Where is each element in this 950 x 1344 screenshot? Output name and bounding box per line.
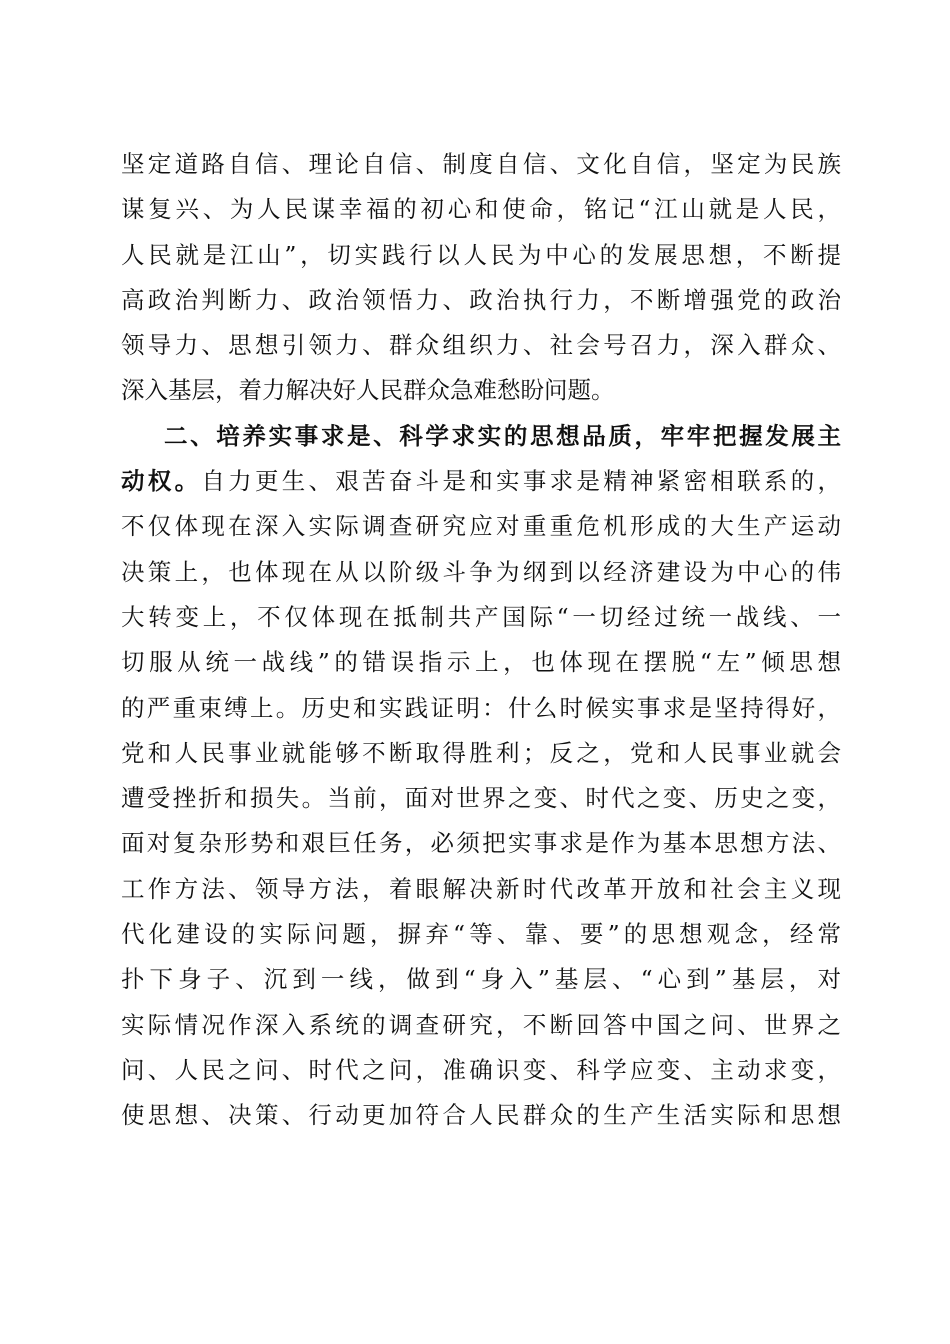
paragraph-2-line: 代化建设的实际问题，摒弃“等、靠、要”的思想观念，经常: [121, 920, 841, 949]
section-heading-end: 动权。: [121, 467, 202, 496]
paragraph-2-line: 决策上，也体现在从以阶级斗争为纲到以经济建设为中心的伟: [121, 557, 841, 586]
paragraph-2-line: [121, 459, 841, 504]
paragraph-2-line: 扑下身子、沉到一线，做到“身入”基层、“心到”基层，对: [121, 965, 841, 994]
paragraph-1-line: 谋复兴、为人民谋幸福的初心和使命，铭记“江山就是人民，: [121, 195, 841, 224]
paragraph-2-line: 的严重束缚上。历史和实践证明：什么时候实事求是坚持得好，: [121, 693, 841, 722]
paragraph-2-line: 实际情况作深入系统的调查研究，不断回答中国之问、世界之: [121, 1010, 841, 1039]
paragraph-1-line: 深入基层，着力解决好人民群众急难愁盼问题。: [121, 376, 615, 405]
paragraph-1-line: 高政治判断力、政治领悟力、政治执行力，不断增强党的政治: [121, 285, 841, 314]
paragraph-2-line: 使思想、决策、行动更加符合人民群众的生产生活实际和思想: [121, 1101, 841, 1130]
paragraph-2-line-text: 自力更生、艰苦奋斗是和实事求是精神紧密相联系的，: [201, 467, 842, 496]
paragraph-1-line: 领导力、思想引领力、群众组织力、社会号召力，深入群众、: [121, 331, 841, 360]
paragraph-2-line: 遭受挫折和损失。当前，面对世界之变、时代之变、历史之变，: [121, 784, 841, 813]
paragraph-2-line: 党和人民事业就能够不断取得胜利；反之，党和人民事业就会: [121, 738, 841, 767]
section-heading: 二、培养实事求是、科学求实的思想品质，牢牢把握发展主: [164, 421, 841, 450]
paragraph-1-line: 人民就是江山”，切实践行以人民为中心的发展思想，不断提: [121, 240, 841, 269]
paragraph-2-line: 问、人民之问、时代之问，准确识变、科学应变、主动求变，: [121, 1055, 841, 1084]
paragraph-2-line: 面对复杂形势和艰巨任务，必须把实事求是作为基本思想方法、: [121, 829, 841, 858]
paragraph-2-line: 切服从统一战线”的错误指示上，也体现在摆脱“左”倾思想: [121, 648, 841, 677]
paragraph-2-line: 大转变上，不仅体现在抵制共产国际“一切经过统一战线、一: [121, 602, 841, 631]
paragraph-1-line: 坚定道路自信、理论自信、制度自信、文化自信，坚定为民族: [121, 150, 841, 178]
paragraph-2-line: 工作方法、领导方法，着眼解决新时代改革开放和社会主义现: [121, 874, 841, 903]
body-text: [121, 142, 841, 1139]
paragraph-2-line: 不仅体现在深入实际调查研究应对重重危机形成的大生产运动: [121, 512, 841, 541]
